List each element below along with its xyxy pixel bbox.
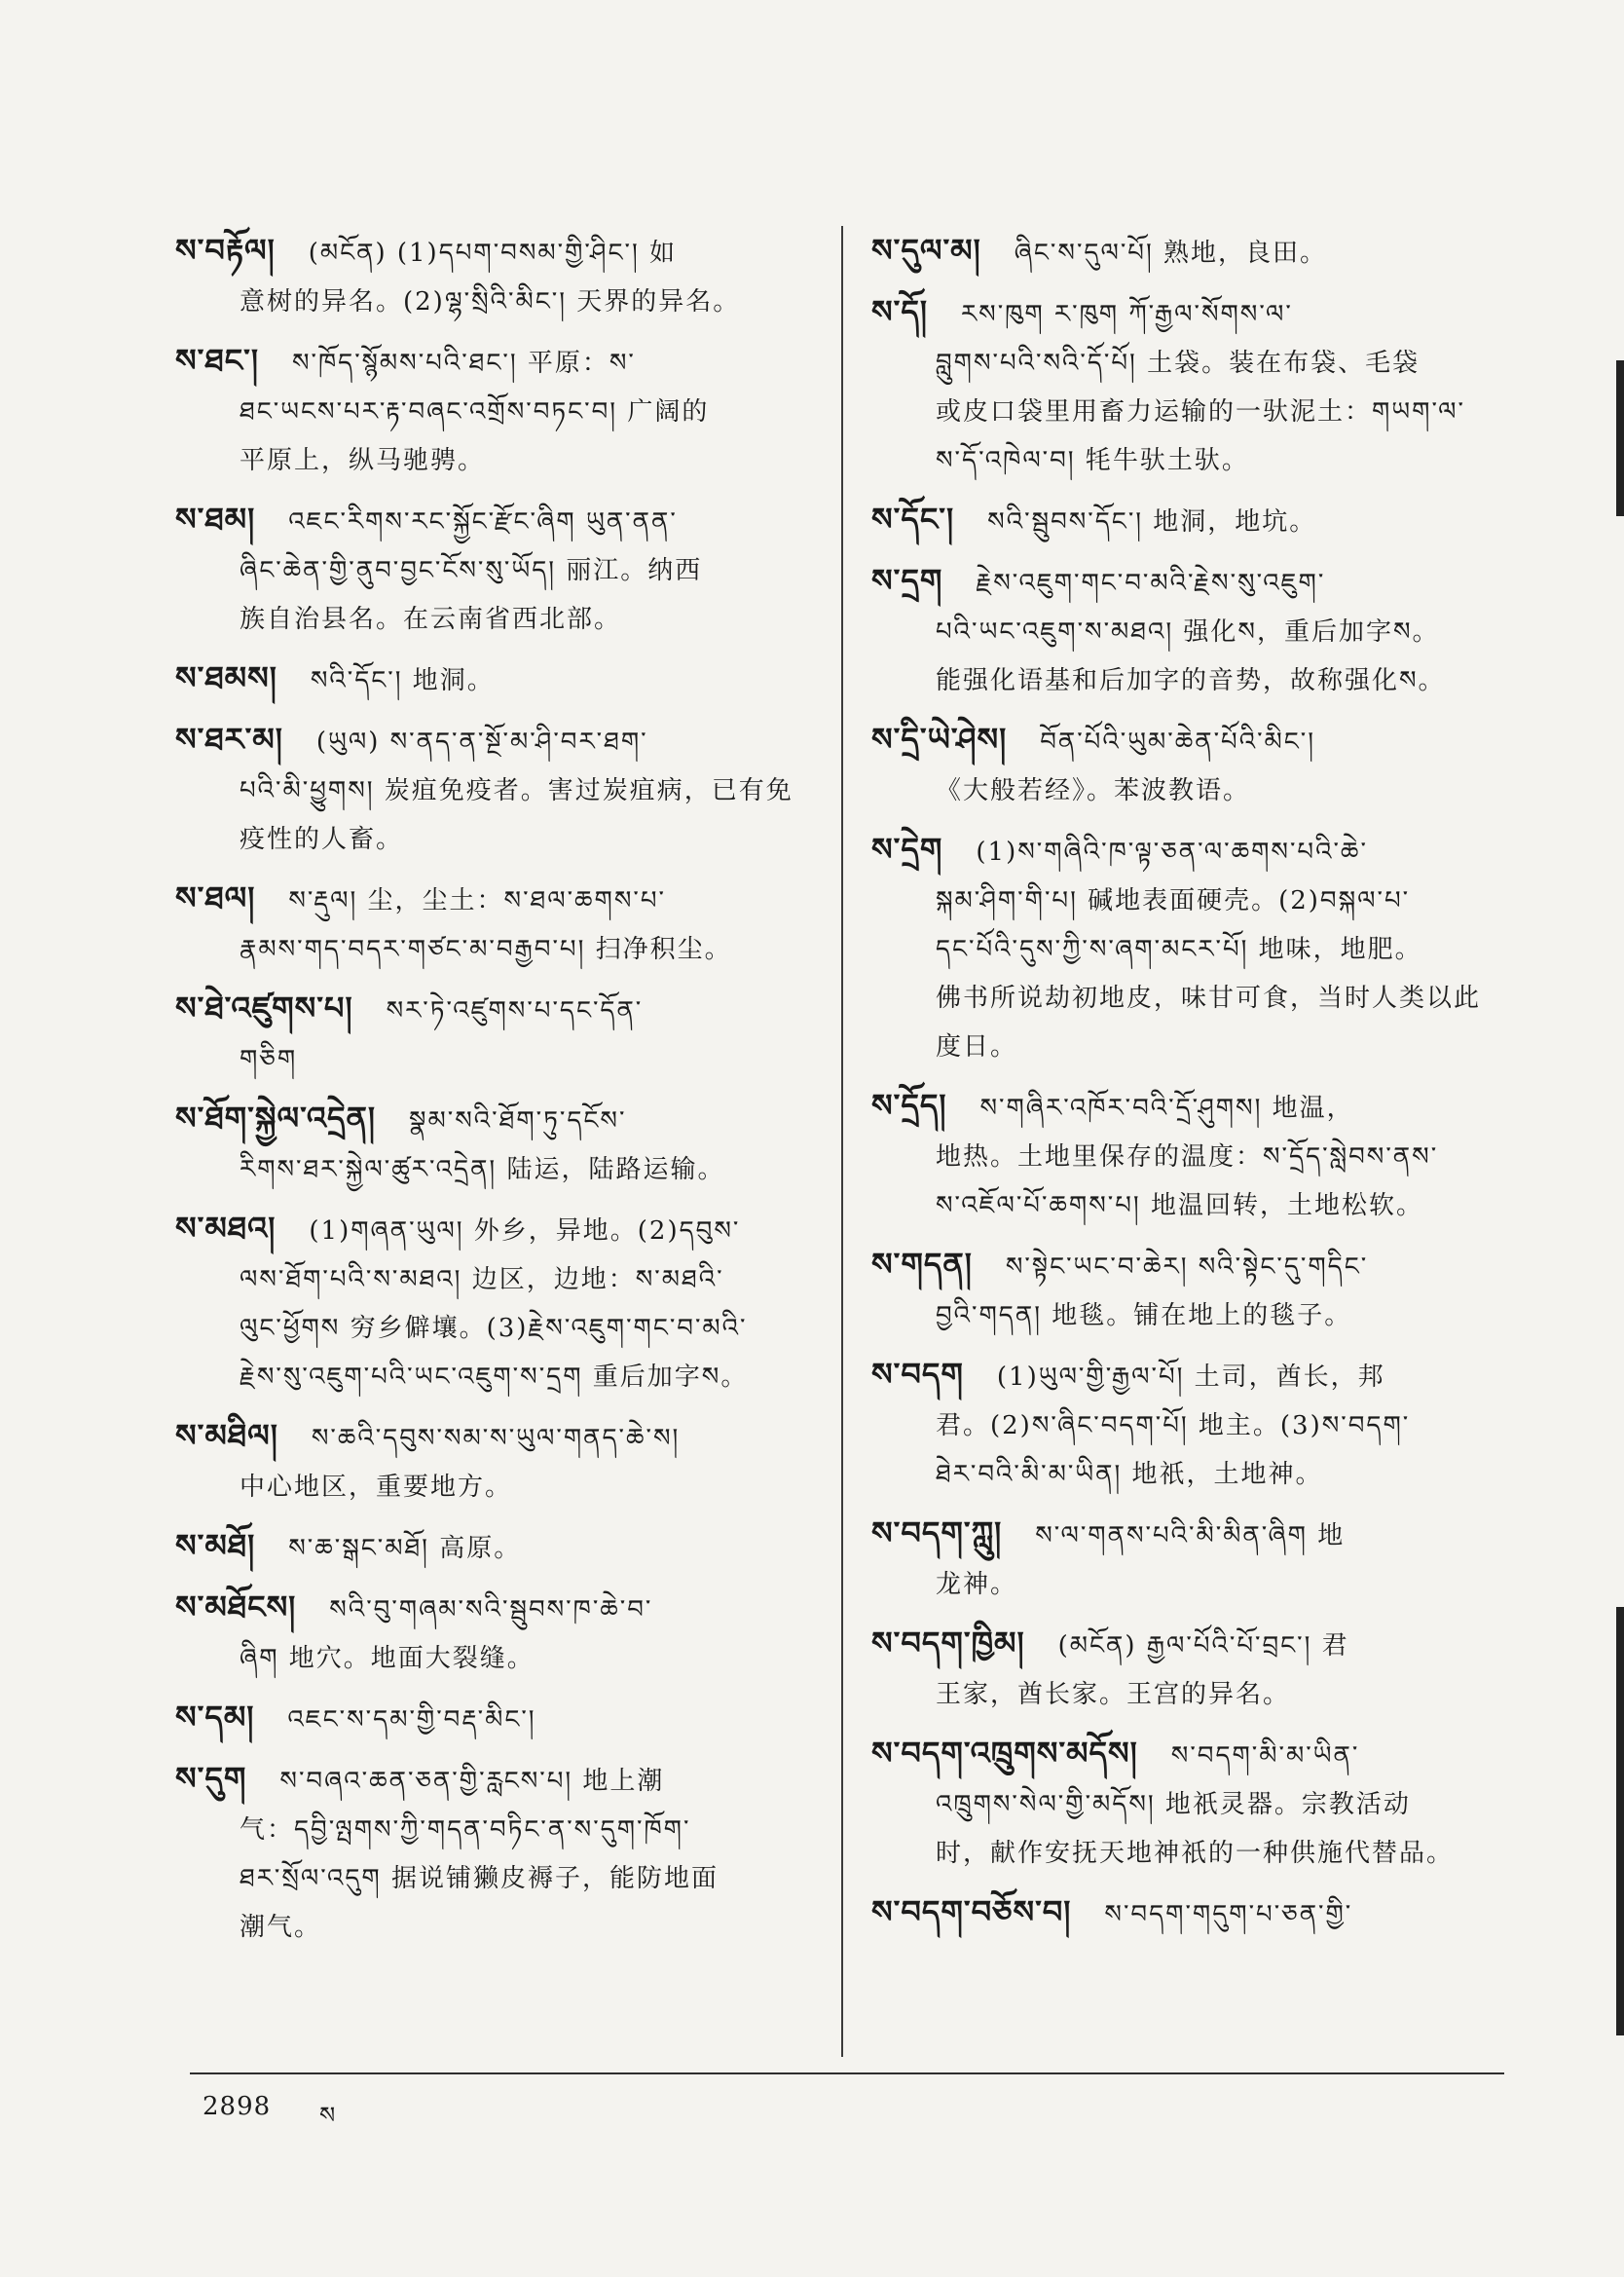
dictionary-entry — [871, 287, 1514, 485]
dictionary-entry — [175, 1693, 818, 1744]
entry-line — [175, 595, 818, 644]
entry-line — [871, 877, 1514, 925]
entry-line — [175, 653, 818, 705]
entry-definition-text: ལས་ཐོག་པའི་ས་མཐའ། 边区，边地：ས་མཐའི་ — [240, 1265, 724, 1294]
entry-headword: ས་བདག་ཁྱིམ། — [871, 1624, 1025, 1661]
entry-line — [871, 1670, 1514, 1719]
entry-headword: ས་དོང་། — [871, 501, 955, 538]
entry-definition-text: 王家，酋长家。王宫的异名。 — [936, 1680, 1291, 1709]
entry-line — [175, 1693, 818, 1744]
entry-line — [871, 436, 1514, 485]
entry-line — [871, 1023, 1514, 1071]
entry-line — [175, 1204, 818, 1255]
dictionary-entry — [871, 556, 1514, 705]
entry-definition-text: ས་རྡུལ། 尘，尘土：ས་ཐལ་ཆགས་པ་ — [288, 886, 666, 915]
entry-line — [871, 715, 1514, 766]
entry-line — [175, 278, 818, 326]
entry-line — [175, 925, 818, 974]
dictionary-entry — [175, 1094, 818, 1194]
dictionary-entry — [871, 825, 1514, 1071]
dictionary-entry — [871, 226, 1514, 278]
entry-definition-text: རིགས་ཐར་སྐྱེལ་ཚུར་འདྲེན། 陆运，陆路运输。 — [240, 1155, 725, 1184]
entry-line — [871, 1780, 1514, 1829]
entry-definition-text: (ཡུལ) ས་ནད་ན་སྔོ་མ་ཤི་བར་ཐག་ — [315, 728, 648, 757]
entry-definition-text: རྣམས་གད་བདར་གཙང་མ་བརྒྱབ་པ། 扫净积尘。 — [240, 935, 732, 964]
dictionary-entry — [175, 1204, 818, 1401]
entry-line — [871, 1619, 1514, 1670]
entry-definition-text: 族自治县名。在云南省西北部。 — [240, 605, 622, 634]
entry-definition-text: 平原上，纵马驰骋。 — [240, 446, 486, 475]
entry-definition-text: 潮气。 — [240, 1913, 322, 1942]
entry-definition-text: ལུང་ཕྱོགས 穷乡僻壤。(3)རྗེས་འཇུག་གང་བ་མའི་ — [240, 1314, 748, 1343]
entry-headword: ས་དྲེག — [871, 831, 943, 868]
entry-headword: ས་མཐའ། — [175, 1210, 277, 1247]
entry-line — [175, 984, 818, 1035]
entry-definition-text: དང་པོའི་དུས་ཀྱི་ས་ཞག་མངར་པོ། 地味，地肥。 — [936, 935, 1422, 964]
entry-definition-text: 或皮口袋里用畜力运输的一驮泥土：གཡག་ལ་ — [936, 397, 1465, 427]
entry-definition-text: 疫性的人畜。 — [240, 825, 404, 854]
entry-definition-text: སའི་བུ་གཞམ་སའི་སྦུབས་ཁ་ཆེ་བ་ — [329, 1595, 653, 1624]
entry-line — [871, 656, 1514, 705]
entry-line — [175, 546, 818, 595]
dictionary-entry — [175, 1754, 818, 1952]
entry-headword: ས་ཐོག་སྐྱེལ་འདྲེན། — [175, 1100, 376, 1137]
entry-line — [871, 1450, 1514, 1499]
entry-line — [175, 1903, 818, 1952]
entry-definition-text: ས་བདག་མི་མ་ཡིན་ — [1170, 1741, 1360, 1771]
entry-definition-text: སར་ཏེ་འཛུགས་པ་དང་དོན་ — [386, 996, 644, 1026]
entry-definition-text: རྗེས་འཇུག་གང་བ་མའི་རྗེས་སུ་འཇུག་ — [976, 569, 1326, 598]
dictionary-entry — [175, 226, 818, 326]
entry-definition-text: བླུགས་པའི་སའི་དོ་པོ། 土袋。装在布袋、毛袋 — [936, 349, 1421, 378]
entry-definition-text: པའི་ཡང་འཇུག་ས་མཐའ། 强化ས，重后加字ས。 — [936, 617, 1440, 647]
dictionary-entry — [175, 984, 818, 1084]
dictionary-entry — [175, 336, 818, 485]
entry-definition-text: ས་ཁོད་སྙོམས་པའི་ཐང་། 平原：ས་ — [291, 349, 636, 378]
entry-headword: ས་ཐམས། — [175, 659, 277, 696]
entry-definition-text: ཐར་སྲོལ་འདུག 据说铺獭皮褥子，能防地面 — [240, 1864, 719, 1893]
entry-line — [175, 1353, 818, 1401]
entry-headword: ས་དུལ་མ། — [871, 232, 981, 269]
entry-line — [871, 1240, 1514, 1291]
entry-definition-text: 意树的异名。(2)ལྷ་སྲིའི་མིང་། 天界的异名。 — [240, 287, 741, 317]
entry-line — [871, 1081, 1514, 1133]
dictionary-entry — [175, 1411, 818, 1512]
entry-line — [175, 1411, 818, 1463]
dictionary-entry — [871, 1887, 1514, 1939]
entry-definition-text: 龙神。 — [936, 1570, 1018, 1599]
entry-line — [175, 495, 818, 546]
entry-line — [871, 1133, 1514, 1181]
entry-definition-text: ས་ཆའི་དབུས་སམ་ས་ཡུལ་གནད་ཆེ་ས། — [311, 1424, 681, 1453]
entry-definition-text: (མངོན) རྒྱལ་པོའི་པོ་བྲང་། 君 — [1057, 1631, 1349, 1661]
entry-line — [175, 436, 818, 485]
dictionary-entry — [871, 495, 1514, 546]
entry-line — [175, 1754, 818, 1806]
entry-line — [175, 815, 818, 864]
dictionary-entry — [871, 715, 1514, 815]
entry-definition-text: བྱའི་གདན། 地毯。铺在地上的毯子。 — [936, 1301, 1352, 1330]
entry-headword: ས་མཐིལ། — [175, 1417, 278, 1454]
entry-definition-text: ས་ཆ་སྒང་མཐོ། 高原。 — [288, 1534, 522, 1563]
entry-line — [175, 1094, 818, 1145]
entry-definition-text: གཅིག — [240, 1045, 298, 1074]
entry-line — [871, 974, 1514, 1023]
entry-definition-text: ཞིག 地穴。地面大裂缝。 — [240, 1644, 535, 1673]
entry-definition-text: 君。(2)ས་ཞིང་བདག་པོ། 地主。(3)ས་བདག་ — [936, 1411, 1411, 1440]
entry-definition-text: 气：དབྱི་ལྤགས་ཀྱི་གདན་བཏིང་ན་ས་དུག་ཁོག་ — [240, 1815, 691, 1845]
entry-line — [871, 1401, 1514, 1450]
entry-headword: ས་བདག — [871, 1356, 964, 1393]
column-divider — [841, 226, 843, 2057]
entry-line — [871, 1291, 1514, 1340]
entry-headword: ས་དུག — [175, 1760, 247, 1797]
entry-definition-text: སའི་དོང་། 地洞。 — [310, 666, 495, 695]
entry-definition-text: ཞིང་ས་དུལ་པོ། 熟地，良田。 — [1014, 239, 1327, 268]
entry-definition-text: (མངོན) (1)དཔག་བསམ་གྱི་ཤིང་། 如 — [308, 239, 677, 268]
entry-definition-text: འཇང་རིགས་རང་སྐྱོང་རྫོང་ཞིག ཡུན་ནན་ — [288, 507, 678, 537]
entry-line — [175, 715, 818, 766]
entry-line — [175, 1145, 818, 1194]
entry-definition-text: 能强化语基和后加字的音势，故称强化ས。 — [936, 666, 1446, 695]
entry-line — [871, 287, 1514, 339]
page-edge-mark — [1616, 1607, 1624, 2035]
dictionary-entry — [871, 1509, 1514, 1609]
entry-definition-text: ས་བདག་གདུག་པ་ཅན་གྱི་ — [1104, 1900, 1353, 1929]
entry-definition-text: ཐེར་བའི་མི་མ་ཡིན། 地祇，土地神。 — [936, 1460, 1323, 1489]
entry-headword: ས་དྲོད། — [871, 1087, 947, 1124]
entry-headword: ས་བདག་ཀླུ། — [871, 1514, 1003, 1551]
entry-line — [175, 1634, 818, 1683]
entry-definition-text: ས་སྟེང་ཡང་བ་ཆེར། སའི་སྟེང་དུ་གདིང་ — [1005, 1252, 1369, 1282]
entry-definition-text: ཞིང་ཆེན་གྱི་ནུབ་བྱང་ངོས་སུ་ཡོད། 丽江。纳西 — [240, 556, 703, 585]
entry-headword: ས་གདན། — [871, 1246, 973, 1283]
entry-definition-text: ཐང་ཡངས་པར་རྟ་བཞང་འགྲོས་བཏང་བ། 广阔的 — [240, 397, 710, 427]
entry-definition-text: ས་དོ་འཁེལ་བ། 牦牛驮土驮。 — [936, 446, 1249, 475]
entry-line — [175, 336, 818, 388]
entry-line — [871, 1887, 1514, 1939]
entry-line — [871, 339, 1514, 388]
entry-headword: ས་ཐང་། — [175, 342, 259, 379]
dictionary-entry — [871, 1729, 1514, 1878]
right-column — [871, 226, 1514, 1949]
entry-line — [871, 925, 1514, 974]
entry-definition-text: པའི་མི་ཕྱུགས། 炭疽免疫者。害过炭疽病，已有免 — [240, 776, 794, 805]
entry-definition-text: ས་གཞིར་འཁོར་བའི་དྲོ་ཤུགས། 地温， — [979, 1094, 1354, 1123]
entry-line — [175, 1463, 818, 1512]
entry-headword: ས་མཐོངས། — [175, 1588, 297, 1625]
dictionary-entry — [175, 715, 818, 864]
dictionary-entry — [871, 1350, 1514, 1499]
entry-definition-text: རས་ཁུག ར་ཁུག ཀོ་རྒྱལ་སོགས་ལ་ — [960, 300, 1293, 329]
entry-definition-text: སྐམ་ཤིག་གི་པ། 碱地表面硬壳。(2)བསྐལ་པ་ — [936, 886, 1411, 915]
entry-headword: ས་ཐར་མ། — [175, 721, 283, 758]
entry-definition-text: 地热。土地里保存的温度：ས་དྲོད་སླེབས་ནས་ — [936, 1142, 1439, 1172]
dictionary-entry — [175, 1521, 818, 1573]
entry-line — [175, 766, 818, 815]
entry-definition-text: 《大般若经》。苯波教语。 — [936, 776, 1251, 805]
entry-definition-text: ས་བཞའ་ཆན་ཅན་གྱི་རླངས་པ། 地上潮 — [279, 1767, 665, 1796]
entry-definition-text: འཁྲུགས་སེལ་གྱི་མདོས། 地祇灵器。宗教活动 — [936, 1790, 1411, 1819]
entry-definition-text: སའི་སྦུབས་དོང་། 地洞，地坑。 — [987, 507, 1317, 537]
dictionary-entry — [871, 1240, 1514, 1340]
entry-line — [175, 1521, 818, 1573]
left-column — [175, 226, 818, 1961]
entry-line — [871, 388, 1514, 436]
entry-headword: ས་མཐོ། — [175, 1527, 256, 1564]
dictionary-entry — [871, 1081, 1514, 1230]
entry-line — [175, 1255, 818, 1304]
dictionary-entry — [175, 1583, 818, 1683]
entry-definition-text: རྗེས་སུ་འཇུག་པའི་ཡང་འཇུག་ས་དྲག 重后加字ས。 — [240, 1362, 749, 1392]
entry-line — [871, 1181, 1514, 1230]
entry-headword: ས་དྲི་ཡེ་ཤེས། — [871, 721, 1008, 758]
entry-line — [871, 1509, 1514, 1560]
entry-line — [871, 1729, 1514, 1780]
entry-definition-text: 佛书所说劫初地皮，味甘可食，当时人类以此 — [936, 984, 1482, 1013]
entry-headword: ས་བདག་བཅོས་བ། — [871, 1893, 1072, 1930]
entry-headword: ས་བརྟོལ། — [175, 232, 276, 269]
entry-line — [175, 874, 818, 925]
entry-definition-text: འཇང་ས་དམ་གྱི་བརྡ་མིང་། — [287, 1705, 536, 1735]
entry-line — [871, 556, 1514, 608]
entry-headword: ས་ཐལ། — [175, 879, 256, 916]
entry-line — [175, 1304, 818, 1353]
entry-line — [871, 825, 1514, 877]
entry-line — [871, 1829, 1514, 1878]
dictionary-entry — [175, 874, 818, 974]
entry-line — [175, 1035, 818, 1084]
entry-line — [871, 1560, 1514, 1609]
entry-definition-text: ས་ལ་གནས་པའི་མི་མིན་ཞིག 地 — [1035, 1521, 1346, 1550]
entry-definition-text: བོན་པོའི་ཡུམ་ཆེན་པོའི་མིང་། — [1040, 728, 1316, 757]
entry-headword: ས་དྲག — [871, 562, 943, 599]
dictionary-entry — [175, 495, 818, 644]
entry-line — [175, 226, 818, 278]
entry-headword: ས་དམ། — [175, 1698, 255, 1736]
entry-headword: ས་བདག་འཁྲུགས་མདོས། — [871, 1735, 1138, 1772]
entry-definition-text: 时，献作安抚天地神祇的一种供施代替品。 — [936, 1839, 1455, 1868]
entry-line — [871, 766, 1514, 815]
entry-definition-text: (1)གཞན་ཡུལ། 外乡，异地。(2)དབུས་ — [309, 1216, 741, 1246]
entry-line — [175, 1583, 818, 1634]
entry-definition-text: (1)ས་གཞིའི་ཁ་ལྟ་ཅན་ལ་ཆགས་པའི་ཆེ་ — [976, 838, 1368, 867]
entry-definition-text: སྣམ་སའི་ཐོག་ཏུ་དངོས་ — [408, 1106, 627, 1136]
entry-line — [175, 1806, 818, 1854]
entry-line — [871, 1350, 1514, 1401]
entry-definition-text: 度日。 — [936, 1032, 1018, 1062]
entry-headword: ས་ཐེ་འཛུགས་པ། — [175, 989, 353, 1027]
entry-headword: ས་དོ། — [871, 293, 928, 330]
page-number: 2898 — [203, 2092, 272, 2121]
footer-rule — [190, 2072, 1504, 2074]
page-edge-mark — [1616, 360, 1624, 516]
entry-definition-text: 中心地区，重要地方。 — [240, 1473, 513, 1502]
entry-definition-text: (1)ཡུལ་གྱི་རྒྱལ་པོ། 土司，酋长，邦 — [996, 1362, 1385, 1392]
dictionary-entry — [871, 1619, 1514, 1719]
entry-definition-text: ས་འཇོལ་པོ་ཆགས་པ། 地温回转，土地松软。 — [936, 1191, 1423, 1220]
entry-headword: ས་ཐམ། — [175, 501, 256, 538]
entry-line — [871, 226, 1514, 278]
page-letter: ས — [319, 2102, 336, 2129]
entry-line — [871, 495, 1514, 546]
entry-line — [175, 388, 818, 436]
dictionary-entry — [175, 653, 818, 705]
entry-line — [871, 608, 1514, 656]
entry-line — [175, 1854, 818, 1903]
